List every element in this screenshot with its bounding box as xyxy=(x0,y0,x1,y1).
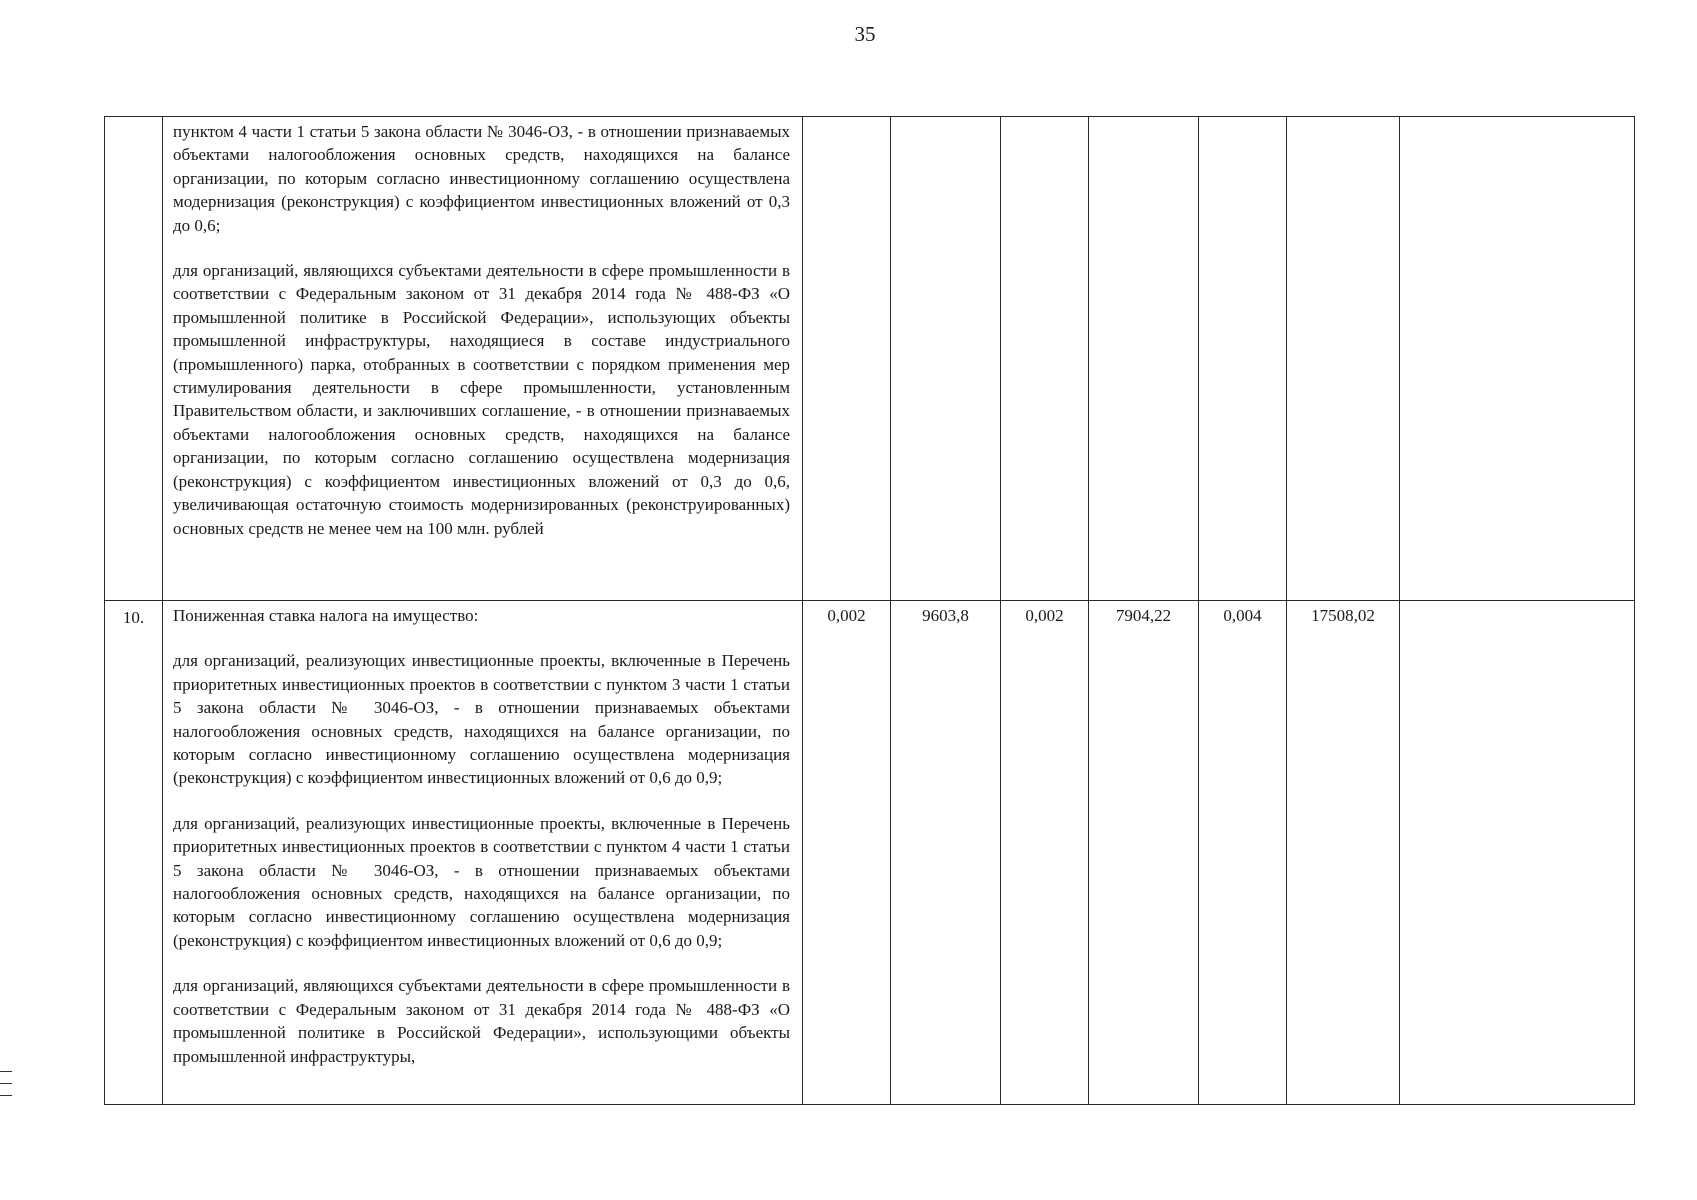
value-cell: 0,004 xyxy=(1199,601,1287,1105)
value-cell xyxy=(1287,117,1400,601)
value-cell xyxy=(1089,117,1199,601)
value-cell xyxy=(891,117,1001,601)
note-cell xyxy=(1400,601,1635,1105)
row-paragraph: для организаций, являющихся субъектами деятельности в сфере промышленности в соответствии с Федеральным законом от 31 декабря 2014 года № 488-ФЗ «О промышленной политике в Российской Федерации», использующими объекты промышленной инфраструктуры, xyxy=(173,976,790,1066)
binding-mark xyxy=(0,1071,12,1072)
value-cell: 9603,8 xyxy=(891,601,1001,1105)
value-cell: 17508,02 xyxy=(1287,601,1400,1105)
value-cell: 7904,22 xyxy=(1089,601,1199,1105)
row-description-cell xyxy=(163,117,803,601)
page-number: 35 xyxy=(854,22,876,46)
binding-mark xyxy=(0,1095,12,1096)
value-cell xyxy=(803,117,891,601)
row-paragraph: пунктом 4 части 1 статьи 5 закона области № 3046-ОЗ, - в отношении признаваемых объектами налогообложения основных средств, находящихся на балансе организации, по которым согласно инвестиционному соглашению осуществлена модернизация (реконструкция) с коэффициентом инвестиционных вложений от 0,3 до 0,6; xyxy=(173,122,790,235)
row-paragraph: для организаций, являющихся субъектами деятельности в сфере промышленности в соответствии с Федеральным законом от 31 декабря 2014 года № 488-ФЗ «О промышленной политике в Российской Федерации», использующих объекты промышленной инфраструктуры, находящиеся в составе индустриального (промышленного) парка, отобранных в соответствии с порядком применения мер стимулирования деятельности в сфере промышленности, установленным Правительством области, и заключивших соглашение, - в отношении признаваемых объектами налогообложения основных средств, находящихся на балансе организации, по которым согласно соглашению осуществлена модернизация (реконструкция) с коэффициентом инвестиционных вложений от 0,3 до 0,6, увеличивающая остаточную стоимость модернизированных (реконструированных) основных средств не менее чем на 100 млн. рублей xyxy=(173,261,790,538)
binding-mark xyxy=(0,1083,12,1084)
note-cell xyxy=(1400,117,1635,601)
tax-benefits-table xyxy=(104,116,1635,1105)
row-paragraph: для организаций, реализующих инвестиционные проекты, включенные в Перечень приоритетных инвестиционных проектов в соответствии с пунктом 4 части 1 статьи 5 закона области № 3046-ОЗ, - в отношении признаваемых объектами налогообложения основных средств, находящихся на балансе организации, по которым согласно инвестиционному соглашению осуществлена модернизация (реконструкция) с коэффициентом инвестиционных вложений от 0,6 до 0,9; xyxy=(173,813,790,950)
row-paragraph: для организаций, реализующих инвестиционные проекты, включенные в Перечень приоритетных инвестиционных проектов в соответствии с пунктом 3 части 1 статьи 5 закона области № 3046-ОЗ, - в отношении признаваемых объектами налогообложения основных средств, находящихся на балансе организации, по которым согласно инвестиционному соглашению осуществлена модернизация (реконструкция) с коэффициентом инвестиционных вложений от 0,6 до 0,9; xyxy=(173,651,790,788)
table-row xyxy=(105,117,1635,601)
row-number-cell xyxy=(105,117,163,601)
value-cell: 0,002 xyxy=(803,601,891,1105)
value-cell: 0,002 xyxy=(1001,601,1089,1105)
row-paragraph: Пониженная ставка налога на имущество: xyxy=(173,606,479,625)
value-cell xyxy=(1001,117,1089,601)
row-description-cell xyxy=(163,601,803,1105)
row-number-cell: 10. xyxy=(105,601,163,1105)
table-row xyxy=(105,601,1635,1105)
value-cell xyxy=(1199,117,1287,601)
